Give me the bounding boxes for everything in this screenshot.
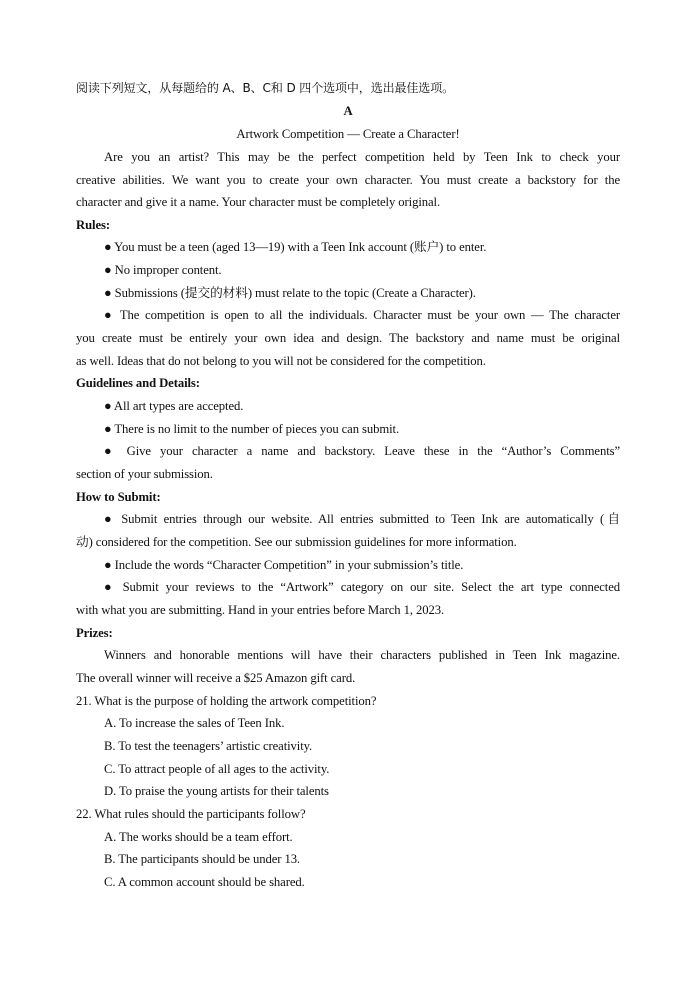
submit-item: ● Include the words “Character Competition” in your submission’s title. (104, 558, 464, 572)
rule-item-cont: as well. Ideas that do not belong to you will not be considered for the competition. (76, 354, 486, 368)
answer-option: B. To test the teenagers’ artistic creativity. (104, 739, 313, 753)
rule-item: ● No improper content. (104, 263, 222, 277)
guideline-item: ● Give your character a name and backstory. Leave these in the “Author’s Comments” (104, 444, 620, 458)
prizes-heading: Prizes: (76, 626, 113, 640)
answer-option: A. The works should be a team effort. (104, 830, 293, 844)
instruction: 阅读下列短文，从每题给的 A、B、C和 D 四个选项中，选出最佳选项。 (76, 81, 455, 95)
prizes-text: Winners and honorable mentions will have their characters published in Teen Ink magazine. (104, 648, 620, 662)
passage-title: Artwork Competition — Create a Character! (236, 127, 460, 141)
intro-line: character and give it a name. Your character must be completely original. (76, 195, 441, 209)
answer-option: A. To increase the sales of Teen Ink. (104, 716, 285, 730)
submit-item-cont: 动) considered for the competition. See our submission guidelines for more information. (76, 535, 517, 549)
question-stem: 21. What is the purpose of holding the artwork competition? (76, 694, 377, 708)
rules-heading: Rules: (76, 218, 110, 232)
rule-item: ● The competition is open to all the individuals. Character must be your own — The character (104, 308, 620, 322)
answer-option: C. A common account should be shared. (104, 875, 305, 889)
answer-option: D. To praise the young artists for their talents (104, 784, 329, 798)
intro-line: Are you an artist? This may be the perfect competition held by Teen Ink to check your (104, 150, 620, 164)
submit-heading: How to Submit: (76, 490, 161, 504)
answer-option: B. The participants should be under 13. (104, 852, 301, 866)
guideline-item-cont: section of your submission. (76, 467, 213, 481)
guideline-item: ● There is no limit to the number of pieces you can submit. (104, 422, 400, 436)
rule-item: ● You must be a teen (aged 13—19) with a Teen Ink account (账户) to enter. (104, 240, 487, 254)
question-stem: 22. What rules should the participants follow? (76, 807, 306, 821)
section-letter: A (343, 104, 353, 118)
rule-item: ● Submissions (提交的材料) must relate to the topic (Create a Character). (104, 286, 476, 300)
submit-item-cont: with what you are submitting. Hand in your entries before March 1, 2023. (76, 603, 445, 617)
guideline-item: ● All art types are accepted. (104, 399, 244, 413)
guidelines-heading: Guidelines and Details: (76, 376, 200, 390)
intro-line: creative abilities. We want you to create your own character. You must create a backstory for the (76, 173, 620, 187)
answer-option: C. To attract people of all ages to the activity. (104, 762, 330, 776)
prizes-text: The overall winner will receive a $25 Amazon gift card. (76, 671, 356, 685)
rule-item-cont: you create must be entirely your own idea and design. The backstory and name must be original (76, 331, 620, 345)
submit-item: ● Submit entries through our website. All entries submitted to Teen Ink are automatically (自 (104, 512, 620, 526)
submit-item: ● Submit your reviews to the “Artwork” category on our site. Select the art type connected (104, 580, 620, 594)
